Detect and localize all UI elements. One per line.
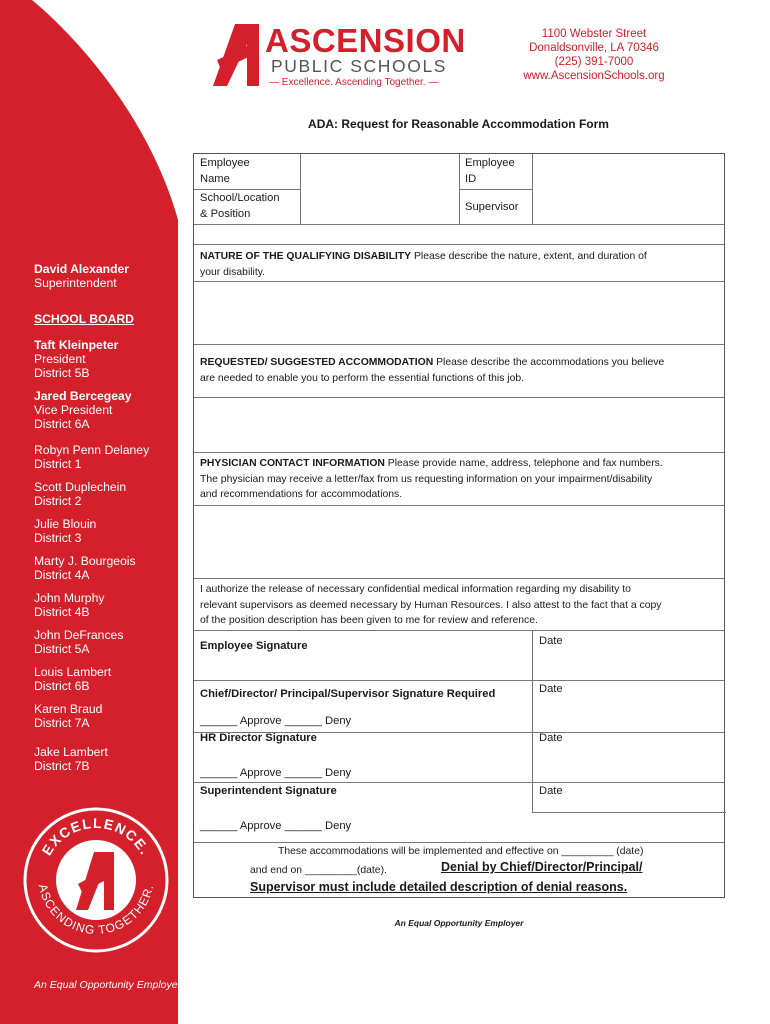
seal-bottom-text: ASCENDING TOGETHER. (35, 882, 157, 938)
superintendent-title: Superintendent (34, 276, 117, 290)
employee-signature-label: Employee Signature (200, 640, 308, 652)
sidebar-eoe: An Equal Opportunity Employer (34, 979, 182, 991)
date-label: Date (539, 683, 563, 695)
board-member: John Murphy District 4B (34, 591, 105, 619)
board-header: SCHOOL BOARD (34, 312, 134, 326)
board-member: Marty J. Bourgeois District 4A (34, 554, 136, 582)
approve-deny-superintendent[interactable]: ______ Approve ______ Deny (200, 820, 352, 832)
disability-section: NATURE OF THE QUALIFYING DISABILITY Please describe the nature, extent, and duration of your disability. (200, 251, 647, 278)
supervisor-field[interactable] (536, 191, 721, 223)
board-member: John DeFrances District 5A (34, 628, 124, 656)
employee-id-label: Employee ID (465, 157, 515, 185)
date-label: Date (539, 785, 563, 797)
school-board-list (34, 262, 179, 782)
board-member: Robyn Penn Delaney District 1 (34, 443, 150, 471)
denial-note-2: Supervisor must include detailed description of denial reasons. (250, 880, 628, 894)
employee-name-label: Employee Name (200, 157, 250, 185)
disability-field[interactable] (196, 283, 722, 343)
chief-signature-label: Chief/Director/ Principal/Supervisor Signature Required (200, 688, 496, 700)
physician-section: PHYSICIAN CONTACT INFORMATION Please provide name, address, telephone and fax numbers. The physician may receive a letter/fax from us requesting information on your impairment/disability and recommendations for accommodations. (200, 458, 663, 500)
employee-id-field[interactable] (536, 156, 721, 188)
authorization-text: I authorize the release of necessary confidential medical information regarding my disability to relevant supervisors as deemed necessary by Human Resources. I also attest to the fact that a copy of the position description has been given to me for review and reference. (200, 584, 662, 626)
seal-top-text: EXCELLENCE. (38, 814, 154, 859)
supervisor-label: Supervisor (465, 201, 519, 213)
date-label: Date (539, 635, 563, 647)
superintendent-name: David Alexander (34, 262, 130, 276)
logo-title: ASCENSION (265, 22, 466, 59)
school-location-label: School/Location & Position (200, 192, 280, 220)
employee-name-field[interactable] (304, 156, 454, 188)
district-logo (213, 22, 466, 88)
excellence-seal (22, 806, 170, 954)
hr-signature-label: HR Director Signature (200, 732, 317, 744)
approve-deny-hr[interactable]: ______ Approve ______ Deny (200, 766, 351, 782)
footer-eoe: An Equal Opportunity Employer (394, 918, 524, 928)
accommodation-form (193, 153, 725, 898)
accommodation-section: REQUESTED/ SUGGESTED ACCOMMODATION Please describe the accommodations you believe are needed to enable you to perform the essential functions of this job. (200, 357, 665, 384)
logo-tagline: — Excellence. Ascending Together. — (269, 77, 439, 88)
implementation-start: These accommodations will be implemented and effective on _________ (date) (278, 846, 644, 857)
implementation-end: and end on _________(date). (250, 865, 387, 876)
district-address: 1100 Webster Street Donaldsonville, LA 70346 (225) 391-7000 www.AscensionSchools.org (523, 28, 665, 82)
board-member: Jared Bercegeay Vice President District 6A (34, 389, 132, 431)
approve-deny-chief[interactable]: ______ Approve ______ Deny (200, 714, 351, 730)
accommodation-field[interactable] (196, 399, 722, 451)
superintendent-signature-label: Superintendent Signature (200, 785, 337, 797)
denial-note-1: Denial by Chief/Director/Principal/ (441, 860, 643, 874)
date-label: Date (539, 732, 563, 744)
board-member: Karen Braud District 7A (34, 702, 103, 730)
school-location-field[interactable] (304, 191, 454, 223)
form-title: ADA: Request for Reasonable Accommodation Form (308, 117, 609, 131)
board-member: Julie Blouin District 3 (34, 517, 97, 545)
logo-subtitle: PUBLIC SCHOOLS (271, 56, 448, 76)
board-member: Jake Lambert District 7B (34, 745, 108, 773)
board-member: Scott Duplechein District 2 (34, 480, 127, 508)
board-member: Louis Lambert District 6B (34, 665, 112, 693)
physician-field[interactable] (196, 507, 722, 577)
board-member: Taft Kleinpeter President District 5B (34, 338, 119, 380)
logo-a-icon (213, 24, 265, 86)
